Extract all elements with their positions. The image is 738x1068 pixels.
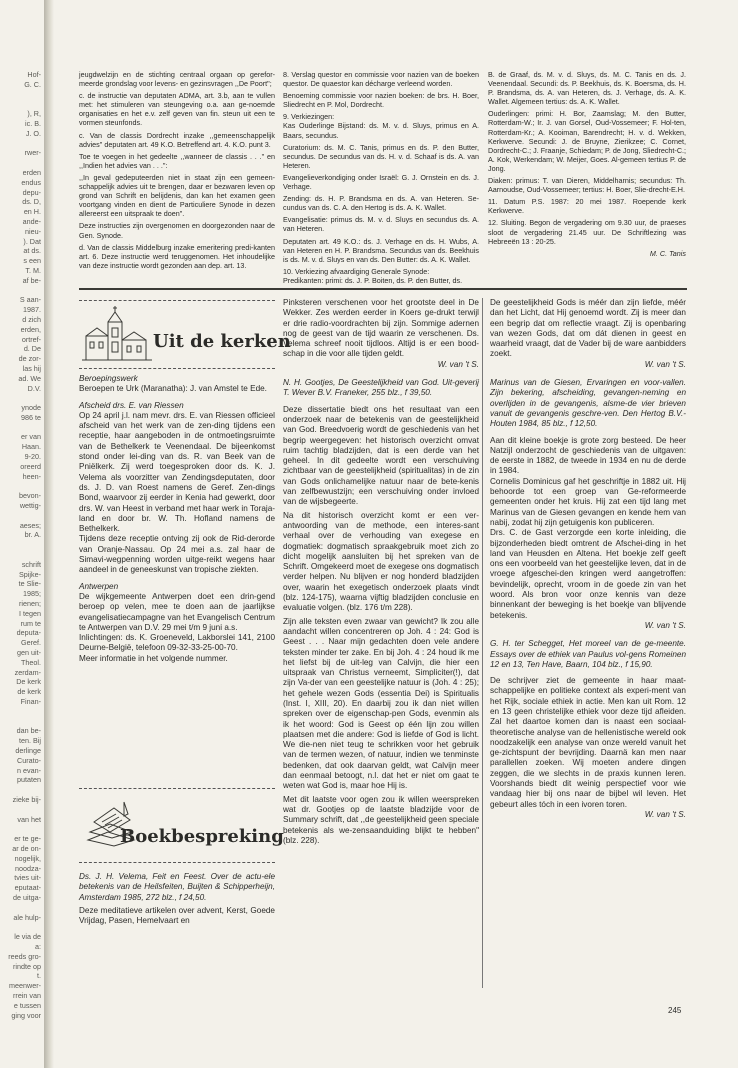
fragment-line: ynode [21,403,41,413]
signature: W. van 't S. [644,620,686,630]
paragraph: jeugdwelzijn en de stichting centraal orgaan op gerefor-meerde grondslag voor levens- en gezinsvragen ,,De Poort"; [79,70,275,89]
fragment-line: endus [21,177,41,187]
paragraph: Cornelis Dominicus gaf het geschriftje in 1882 uit. Hij behoorde tot een groep van Ge-reformeerde gemeenten onder het kruis. Hij zat een tijd lang met Marinus van de Giesen gevangen en kende hem van nabij, zodat hij zijn getuigenis kon publiceren. [490,476,686,527]
fragment-line [0,99,44,109]
fragment-line [0,785,44,795]
header-dashed-rule [79,788,275,789]
paragraph: d. Van de classis Middelburg inzake emeritering predi-kanten art. 6. Deze instructie werd teruggenomen. Het inhoudelijke van deze instructie wordt gezonden aan dep. art. 13. [79,242,275,270]
fragment-line: las hij [22,363,41,373]
fragment-line [0,540,44,550]
fragment-line: rum te [20,618,41,628]
subheading: Antwerpen [79,581,119,591]
fragment-line: putaten [17,775,41,785]
section-divider [79,288,687,290]
fragment-line: n evan- [17,765,41,775]
paragraph: Deze instructies zijn overgenomen en doorgezonden naar de Gen. Synode. [79,221,275,240]
paragraph: 11. Datum P.S. 1987: 20 mei 1987. Roepende kerk Kerkwerve. [488,197,686,216]
paragraph: Deze meditatieve artikelen over advent, Kerst, Goede Vrijdag, Pasen, Hemelvaart en [79,905,275,926]
fragment-line: van het [17,814,41,824]
page-binding-shadow [44,0,54,1068]
paragraph: De geestelijkheid Gods is méér dan zijn liefde, méér dan het Licht, dat Hij genoemd wordt. Zij is meer dan een begrip dat om reflectie vraagt. Zij is openbaring van wezen Gods, dat om dát dienen in geest en waarheid vraagt, dat de Vader bij de ware aanbidders zoekt. [490,298,686,359]
fragment-line: ic. B. [25,118,41,128]
fragment-line: nogelijk, [14,853,41,863]
paragraph: Evangelieverkondiging onder Israël: G. J. Ornstein en ds. J. Verhage. [283,172,479,192]
paragraph: Tijdens deze receptie ontving zij ook de Rid-derorde van Oranje-Nassau. Op 24 mei a.s. zal haar de Simavi-wegpenning worden uitge-reikt wegens haar aandeel in de geneeskunst van tropische ziekten. [79,534,275,575]
subheading: Beroepingswerk [79,374,138,383]
book-reference: Marinus van de Giesen, Ervaringen en voor-vallen. Zijn bekering, afscheiding, gevangen-neming en overlijden in de gevangenis, alsme-de vier brieven vanuit de gevangenis geschre-ven. Den Hertog B.V.-Houten 1984, 85 blz., f 12,50. [490,378,686,429]
middle-column [283,298,479,998]
paragraph: Evangelisatie: primus ds. M. v. d. Sluys en secundus ds. A. van Heteren. [283,215,479,234]
fragment-line [0,805,44,815]
paragraph: Predikanten: primi: ds. J. P. Boiten, ds. P. den Butter, ds. [283,275,463,285]
signature: W. van 't S. [644,359,686,369]
paragraph: Beroepen te Urk (Maranatha): J. van Amstel te Ede. [79,384,267,394]
paragraph: B. de Graaf, ds. M. v. d. Sluys, ds. M. C. Tanis en ds. J. Veenendaal. Secundi: ds. P. Beekhuis, ds. K. Boersma, ds. H. P. Brandsma, ds. A. van Heteren, ds. J. Verhage, ds. A. K. Wallet. Algemeen tertius: ds. A. K. Wallet. [488,70,686,107]
paragraph: Op 24 april j.l. nam mevr. drs. E. van Riessen officieel afscheid van het werk van de zen-ding tijdens een receptie, haar aangeboden in de ontmoetingsruimte van de Bethelkerk te Veenendaal. De bijeenkomst stond onder lei-ding van ds. R. van Beek van de Pniëlkerk. Zij werd toegesproken door ds. K. J. Velema als voorzitter van Zendingsdeputaten, door ds. J. D. van Roest namens de Geref. Zen-dings Bond, waarvoor zij eerder in Kenia had gewerkt, door drs. W. van Heest in verband met haar werk in Toraja-land en door br. W. Th. Hofland namens de Bethelkerk. [79,410,275,534]
fragment-line: br. A. [24,530,41,540]
paragraph: Met dit laatste voor ogen zou ik willen weerspreken wat dr. Gootjes op de laatste bladzijde voor de Summary schrift, dat ,,de geestelijkheid geen speciale betekenis als we-zensaanduiding blijkt te hebben" (blz. 228). [283,794,479,845]
fragment-line: ar de on- [12,843,41,853]
column-divider [482,298,483,988]
fragment-line: deputa- [16,628,41,638]
fragment-line: erden, [20,324,41,334]
paragraph: 8. Verslag questor en commissie voor nazien van de boeken questor. De quaestor kan décharge verleend worden. [283,70,479,89]
fragment-line: de uitga- [13,892,41,902]
paragraph: Ouderlingen: primi: H. Bor, Zaamslag; M. den Butter, Rotterdam-W.; Ir. J. van Gorsel, Oud-Vossemeer; F. Hol-ten, Rotterdam-Kr.; A. Kooiman, Barendrecht; H. v. d. Wekken, Kerkwerve. Secundi: J. de Bruyne, Zierikzee; C. Cornet, Dordrecht-C.; J. Fraanje, Schiedam; P. de Jong, Sliedrecht-C.; A. Kok, Werkendam; W. Meijer, Goes. Al-gemeen tertius P. de Jong. [488,109,687,173]
fragment-line: eputaat- [14,883,41,893]
top-left-column [79,70,275,270]
paragraph: c. Van de classis Dordrecht inzake ,,gemeenschappelijk advies" deputaten art. 49 K.O. Betreffend art. 4. K.O. punt 3. [79,130,275,149]
fragment-line: gen uit- [17,648,41,658]
paragraph: c. de instructie van deputaten ADMA, art. 3.b, aan te vullen met: het stimuleren van steungeving o.a. aan ge-noemde organisaties en het e.v. zelf geven van fin. steun uit een te vormen steunfonds. [79,91,275,128]
paragraph: Curatorium: ds. M. C. Tanis, primus en ds. P. den Butter, secundus. De secundus van ds. H. v. d. Schaaf is ds. A. van Heteren. [283,142,479,170]
fragment-line [0,707,44,717]
fragment-line: I tegen [19,608,41,618]
fragment-line [0,286,44,296]
fragment-line: 986 te [21,412,41,422]
page-number: 245 [668,1006,682,1015]
fragment-line: er van [21,432,41,442]
fragment-line: Hof- [27,70,41,79]
fragment-line: 1987. [23,305,41,315]
paragraph: Pinksteren verschenen voor het grootste deel in De Wekker. Zes werden eerder in Koers ge-drukt terwijl er drie radio-voordrachten bij zijn. Sommige adernen nog de geest van de tijd waarin ze verschenen. Ds. Velema schreef nooit tijdloos. Altijd is er een bood-schap in die voor alle tijden geldt. [283,298,479,359]
fragment-line: De kerk [16,677,41,687]
paragraph: Benoeming commissie voor nazien boeken: de brs. H. Boer, Sliedrecht en P. Mol, Dordrecht. [283,91,479,110]
fragment-line: bevon- [19,491,41,501]
book-reference: N. H. Gootjes, De Geestelijkheid van God. Uit-geverij T. Wever B.V. Franeker, 255 blz., f 39,50. [283,378,479,398]
fragment-line: noodza- [15,863,41,873]
section-title-boekbespreking: Boekbespreking [120,826,284,847]
paragraph: Diaken: primus: T. van Dieren, Middelharnis; secundus: Th. Aarnoudse, Oud-Vossemeer; tertius: H. Boer, Slie-drecht-E.H. [488,176,686,195]
paragraph: Na dit historisch overzicht komt er een ver-antwoording van de methode, een interes-sant verhaal over de verhouding van exegese en dogmatiek: dogmatisch spraakgebruik moet zich zo dicht mogelijk aansluiten bij het spreken van de Schrift. Omgekeerd moet de exegese ons dogmatisch verder helpen. Nu blijven er nog honderd bladzijden over, waarin het exegetisch onderzoek plaats vindt (blz. 124-175), waarna vijftig bladzijden conclusie en evaluatie volgen. (blz. 176 t/m 228). [283,510,479,613]
fragment-line: ad. We [18,373,41,383]
fragment-line: e tussen [13,1000,41,1010]
fragment-line: heen- [22,471,41,481]
subheading: Afscheid drs. E. van Riessen [79,400,184,410]
fragment-line: ds. D, [22,197,41,207]
fragment-line: nieu- [25,226,41,236]
paragraph: Drs. C. de Gast verzorgde een korte inleiding, die bijzonderheden biedt omtrent de Afschei-ding in het land van Heusden en Altena. Het boekje zelf geeft ons een voorbeeld van het geestelijke leven, dat in de vroege afgeschei-den kringen werd aangetroffen: bevindelijk, oprecht, vroom in de goede zin van het woord. Als bron voor onze kennis van deze binnenkant der beweging is het boekje van blijvende betekenis. [490,528,686,620]
signature: W. van 't S. [644,809,686,819]
fragment-line: 9-20. [24,452,41,462]
previous-page-fragment [0,70,44,1020]
paragraph: Zijn alle teksten even zwaar van gewicht? Ik zou alle aandacht willen concentreren op Joh. 4 : 24: God is Geest . . . Naar mijn gedachten doen vele andere teksten minder ter zake. En bij Joh. 4 : 24 houd ik me het liefst bij de uit-leg van Calvijn, die hier een uitspraak van Christus verneemt, Simpliciter(!), dat zijn Va-der van een geestelijke natuur is (Joh. 4 : 25); het gehele wezen Gods (essentia Dei) is Spiritualis (Inst. I, XIII, 20). En daarbij zou ik dan niet willen spreken over de eigenschap-pen Gods, evenmin als ik het woord: God is Geest op één lijn zou willen plaatsen met die andere: God is liefde of God is licht. We die-nen niet teug te schrikken voor het gebruik van de termen wezen, of natuur, indien we tenminste bedenken, dat ook daarvan geldt, wat Calvijn meer dan eenmaal betoogt, n.l. dat het er niet om gaat te weten wat God is, maar hoe Hij is. [283,616,479,791]
fragment-line [0,139,44,149]
fragment-line: 1985; [23,589,41,599]
fragment-line: de kerk [17,687,41,697]
fragment-line: ten. Bij [19,736,41,746]
fragment-line: rwer- [24,148,41,158]
fragment-line: meenwer- [9,981,41,991]
church-icon [82,304,152,362]
fragment-line: reeds gro- [8,951,41,961]
section-title-uit-de-kerken: Uit de kerken [153,331,291,352]
fragment-line: Finan- [20,697,41,706]
top-right-column [488,70,686,280]
fragment-line: rienen; [19,599,41,609]
fragment-line: derlinge [15,745,41,755]
fragment-line: Theol. [21,657,41,667]
fragment-line [0,423,44,433]
paragraph: 10. Verkiezing afvaardiging Generale Synode: [283,266,430,276]
fragment-line: ale hulp- [13,912,41,922]
fragment-line: ande- [22,216,41,226]
fragment-line: d. De [23,344,41,354]
fragment-line: rrein van [13,990,41,1000]
paragraph: Meer informatie in het volgende nummer. [79,653,228,663]
header-dashed-rule [79,368,275,369]
left-column [79,374,275,774]
fragment-line: T. M. [25,265,41,275]
fragment-line: D.V. [27,383,41,393]
fragment-line: zieke bij- [12,794,41,804]
paragraph: 9. Verkiezingen: [283,112,335,122]
fragment-line: d zich [22,314,41,324]
fragment-line: erden [22,167,41,177]
fragment-line [0,481,44,491]
right-column [490,298,686,1018]
paragraph: Toe te voegen in het gedeelte ,,wanneer de classis . . ." en ,,Indien het advies van . . .": [79,151,275,170]
fragment-line: Haan. [21,442,41,452]
fragment-line: schrift [21,559,41,569]
fragment-line [0,393,44,403]
fragment-line: dan be- [16,726,41,736]
top-middle-column [283,70,479,285]
paragraph: Zending: ds. H. P. Brandsma en ds. A. van Heteren. Se-cundus van ds. C. A. den Hertog is ds. A. K. Wallet. [283,194,479,213]
fragment-line: ging voor [11,1010,41,1020]
fragment-line: S aan- [19,295,41,305]
fragment-line: a: [35,941,41,951]
fragment-line [0,550,44,560]
left-column-bottom [79,872,275,992]
fragment-line: G. C. [24,79,41,89]
fragment-line: aeses; [19,520,41,530]
fragment-line: zerdam- [14,667,41,677]
fragment-line [0,158,44,168]
fragment-line [0,90,44,100]
paragraph: Kas Ouderlinge Bijstand: ds. M. v. d. Sluys, primus en A. Baars, secundus. [283,121,479,140]
fragment-line: de zor- [18,354,41,364]
fragment-line: t. [37,971,41,981]
fragment-line: ortref- [21,334,41,344]
paragraph: Deze dissertatie biedt ons het resultaat van een onderzoek naar de betekenis van de geestelijkheid van God. Breedvoerig wordt de geschiedenis van het begrip weergegeven: het historisch overzicht omvat ruim tachtig bladzijden, dat is een derde van het geheel. In dit gedeelte wordt een verschuiving zichtbaar van de geestelijkheid (spiritualitas) in de zin van Gods onlichamelijke natuur naar de bete-kenis van zelfbewustzijn; een verschuiving onder invloed van de wijsbegeerte. [283,404,479,507]
paragraph: ,,In geval gedeputeerden niet in staat zijn een gemeen-schappelijk advies uit te brengen, daar er bezwaren leven op grond van Schrift en belijdenis, dan kan het examen geen voortgang vinden en dient de Particuliere Synode in dezen allereerst een uitspraak te doen". [79,172,275,219]
signature: W. van 't S. [437,359,479,369]
fragment-line: af be- [22,275,41,285]
paragraph: Inlichtingen: ds. K. Groeneveld, Lakborslei 141, 2100 Deurne-België, telefoon 09-32-33-25-00-70. [79,633,275,653]
fragment-line: er te ge- [14,834,41,844]
fragment-line: le via de [14,932,41,942]
fragment-line: Spijke- [19,569,41,579]
fragment-line: Geref. [21,638,41,648]
header-dashed-rule [79,862,275,863]
fragment-line: ), R, [27,109,41,119]
fragment-line [0,717,44,727]
fragment-line [0,922,44,932]
fragment-line: en H. [23,207,41,217]
paragraph: De wijkgemeente Antwerpen doet een drin-gend beroep op velen, mee te doen aan de jaarlijkse evangelisatiecampagne van het Evangelisch Centrum te Antwerpen van D.V. 29 mei t/m 9 juni a.s. [79,591,275,632]
fragment-line [0,511,44,521]
fragment-line [0,824,44,834]
fragment-line: J. O. [25,128,41,138]
paragraph: Deputaten art. 49 K.O.: ds. J. Verhage en ds. H. Wubs, A. van Heteren en H. P. Brandsma. Secundus van ds. Beekhuis is ds. M. v. d. Sluys en van ds. Den Butter: ds. A. K. Wallet. [283,236,479,264]
fragment-line [0,903,44,913]
fragment-line: s een [23,256,41,266]
paragraph: 12. Sluiting. Begon de vergadering om 9.30 uur, de praeses sloot de vergadering 21.45 uur. De Schriftlezing was Hebreeën 13 : 20-25. [488,218,686,246]
header-dashed-rule [79,300,275,301]
fragment-line: rindte op [13,961,41,971]
fragment-line: tvies uit- [14,873,41,883]
paragraph: Aan dit kleine boekje is grote zorg besteed. De heer Natzijl onderzocht de geschiedenis van de uitgaven: de eerste in 1882, de tweede in 1934 en nu de derde in 1984. [490,435,686,476]
fragment-line: ). Dat [23,236,41,246]
fragment-line: oreerd [20,461,41,471]
fragment-line: te Slie- [18,579,41,589]
fragment-line: at ds. [23,246,41,256]
fragment-line: Curato- [17,755,41,765]
fragment-line: wettig- [19,501,41,511]
book-reference: G. H. ter Schegget, Het moreel van de ge-meente. Essays over de ethiek van Paulus vol-gens Romeinen 12 en 13, Ten Have, Baarn, 104 blz., f 15,90. [490,639,686,669]
paragraph: De schrijver ziet de gemeente in haar maat-schappelijke en politieke context als experi-ment van het Rijk, sociale ethiek in actie. Men kan uit Rom. 12 en 13 geen christelijke ethiek voor deze tijd afleiden. Zal het daartoe komen dan is naast een sociaal-theoretische analyse van de hellenistische wereld ook noodzakelijk een analyse van onze wereld vanuit het ge-zichtspunt der bevrijding. Daarnä kan men naar parallellen zoeken. Wij moeten andere dingen zeggen, die we slechts in de praxis kunnen leren. Voorshands biedt dit weinig perspectief voor wie vandaag hier bij ons naar de bijbel wil leven. Het gebeurt alles tóch in een ivoren toren. [490,676,686,809]
signature: M. C. Tanis [649,248,686,258]
book-reference: Ds. J. H. Velema, Feit en Feest. Over de actu-ele betekenis van de Heilsfeiten, Buijten & Schipperheijn, Amsterdam 1985, 272 blz., f 24,50. [79,872,275,902]
fragment-line: depu- [22,187,41,197]
